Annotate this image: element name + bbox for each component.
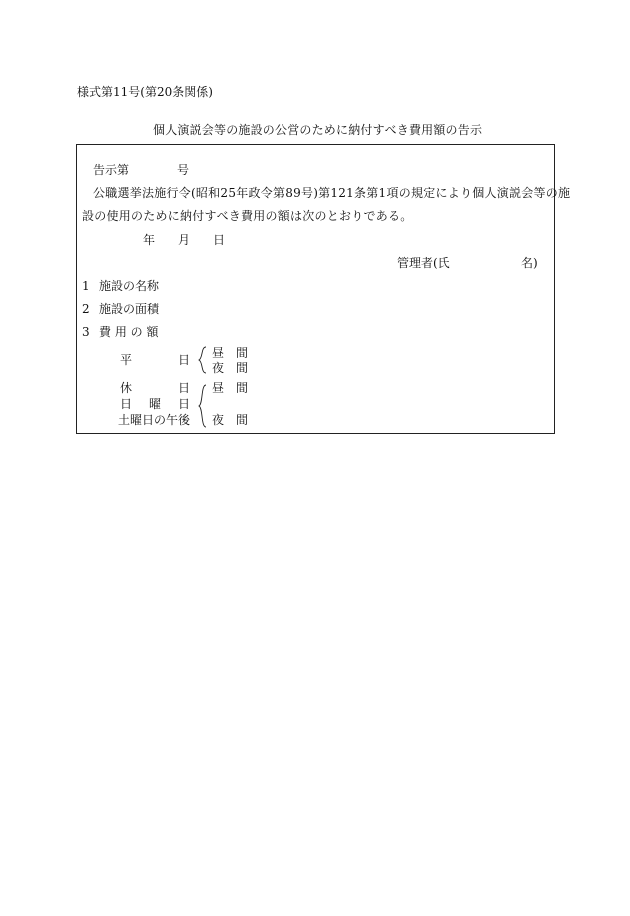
item-number: 2: [82, 302, 90, 316]
holiday-night-start: 夜: [212, 413, 225, 427]
holiday-brace: [198, 384, 206, 428]
holiday-daytime-start: 昼: [212, 381, 225, 395]
weekday-night-end: 間: [236, 361, 249, 375]
weekday-daytime-end: 間: [236, 346, 249, 360]
weekday-daytime-start: 昼: [212, 346, 225, 360]
manager-label: 管理者(氏: [397, 256, 450, 270]
holiday-label-end: 日: [178, 381, 191, 395]
weekday-night-start: 夜: [212, 361, 225, 375]
notice-body-line1: 公職選挙法施行令(昭和25年政令第89号)第121条第1項の規定により個人演説会等の施: [93, 186, 571, 200]
item-fee-amount: 費 用 の 額: [99, 325, 159, 339]
sunday-label-end: 日: [178, 397, 191, 411]
manager-label-end: 名): [521, 256, 538, 270]
form-number-label: 様式第11号(第20条関係): [77, 85, 213, 99]
weekday-label-start: 平: [120, 353, 133, 367]
date-year: 年: [143, 233, 156, 247]
notice-body-line2: 設の使用のために納付すべき費用の額は次のとおりである。: [82, 209, 413, 223]
holiday-daytime-end: 間: [236, 381, 249, 395]
weekday-label-end: 日: [178, 353, 191, 367]
holiday-label-start: 休: [120, 381, 133, 395]
weekday-brace: [198, 346, 206, 374]
saturday-afternoon-label: 土曜日の午後: [118, 413, 191, 427]
item-number: 3: [82, 325, 90, 339]
date-month: 月: [178, 233, 191, 247]
date-day: 日: [213, 233, 226, 247]
notice-number-suffix: 号: [177, 163, 190, 177]
item-facility-area: 施設の面積: [99, 302, 160, 316]
sunday-label-start: 日: [120, 397, 133, 411]
document-title: 個人演説会等の施設の公営のために納付すべき費用額の告示: [153, 123, 483, 137]
sunday-label-mid: 曜: [149, 397, 162, 411]
item-facility-name: 施設の名称: [99, 279, 160, 293]
item-number: 1: [82, 279, 90, 293]
holiday-night-end: 間: [236, 413, 249, 427]
notice-number-prefix: 告示第: [93, 163, 130, 177]
